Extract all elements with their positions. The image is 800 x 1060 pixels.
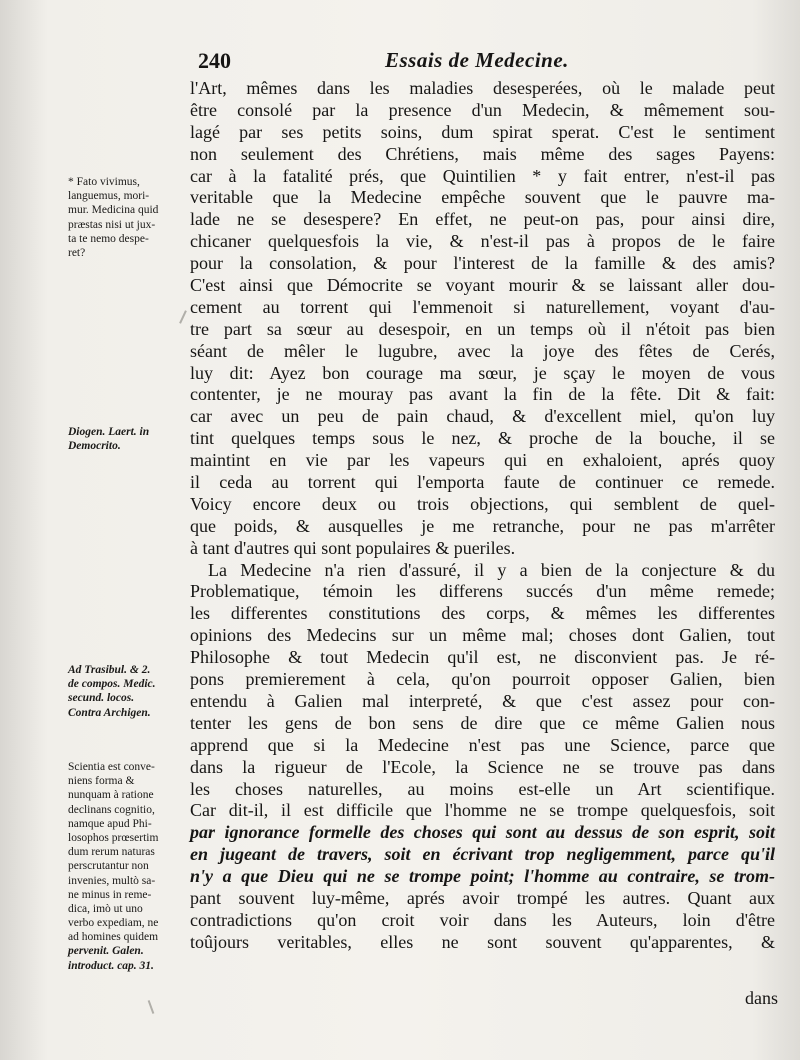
margin-note-quintilian [68,175,192,260]
margin-note-scientia [68,760,192,973]
text-line: tenter les gens de bon sens de dire que ce même Galien nous [190,712,775,733]
page-number: 240 [198,48,231,73]
text-line: apprend que si la Medecine n'est pas une Science, parce que [190,734,775,755]
text-line: séant de mêler le lugubre, avec la joye des fêtes de Cerés, [190,340,775,361]
text-line: C'est ainsi que Démocrite se voyant mourir & se laissant aller dou- [190,275,775,296]
margin-line: ta te nemo despe- [68,232,149,245]
text-line-italic: par ignorance formelle des choses qui sont au dessus de son esprit, soit [190,822,775,843]
text-line: les choses naturelles, au moins est-elle un Art scientifique. [190,778,775,799]
margin-line: ne minus in reme- [68,888,152,901]
text-line: tint quelques temps sous le nez, & proche de la bouche, il se [190,428,775,449]
margin-line: Ad Trasibul. & 2. [68,664,151,676]
page-header [190,48,780,76]
margin-line: secund. locos. [68,692,135,705]
text-line-italic: n'y a que Dieu qui ne se trompe point; l'homme au contraire, se trom- [190,866,775,887]
margin-line: ret? [68,246,86,259]
margin-note-diogenes [68,425,192,453]
text-line: La Medecine n'a rien d'assuré, il y a bien de la conjecture & du [208,559,775,580]
margin-line: namque apud Phi- [68,817,152,830]
text-line: pons premierement à cela, qu'on pourroit opposer Galien, bien [190,669,775,690]
text-line: luy dit: Ayez bon courage ma sœur, je sçay le moyen de vous [190,362,775,383]
text-line: dans la rigueur de l'Ecole, la Science ne se trouve pas dans [190,756,775,777]
text-line: que poids, & ausquelles je me retranche, pour ne pas m'arrêter [190,515,775,536]
text-line: maintint en vie par les vapeurs qui en exhaloient, aprés quoy [190,450,775,471]
main-text [190,78,775,954]
text-line: lade ne se desespere? En effet, ne peut-on pas, pour ainsi dire, [190,209,775,230]
text-line: Problematique, témoin les differens succés d'un même remede; [190,581,775,602]
text-line: pour la consolation, & pour l'interest de la famille & des amis? [190,253,775,274]
text-line: cement au torrent qui l'emmenoit si naturellement, voyant d'au- [190,296,775,317]
margin-line: nunquam à ratione [68,789,154,802]
text-line-italic: en jugeant de travers, soit en écrivant trop negligemment, parce qu'il [190,844,775,865]
text-line: Philosophe & tout Medecin qu'il est, ne disconvient pas. Je ré- [190,647,775,668]
text-line: Car dit-il, il est difficile que l'homme ne se trompe quelquesfois, soit [190,800,775,821]
margin-line: de compos. Medic. [68,678,156,691]
text-line: pant souvent luy-même, aprés avoir trompé les autres. Quant aux [190,887,775,908]
margin-line: Democrito. [68,440,121,453]
margin-line: invenies, multò sa- [68,874,156,887]
margin-line: perscrutantur non [68,860,149,873]
text-line: tre part sa sœur au desespoir, en un temps où il n'étoit pas bien [190,318,775,339]
ink-mark [148,1000,155,1014]
margin-line: verbo expediam, ne [68,917,159,930]
margin-line: languemus, mori- [68,190,150,203]
text-line: lagé par ses petits soins, dum spirat sperat. C'est le sentiment [190,121,775,142]
text-line: être consolé par la presence d'un Medecin, & mêmement sou- [190,99,775,120]
text-line: chicaner quelquesfois la vie, & n'est-il pas à propos de le faire [190,231,775,252]
margin-line: mur. Medicina quid [68,204,159,217]
margin-line: Diogen. Laert. in [68,426,150,438]
ink-mark [179,310,187,324]
margin-line: losophos prœsertim [68,831,159,844]
margin-line: Scientia est conve- [68,761,155,773]
margin-line: dum rerum naturas [68,846,155,859]
text-line: car à la fatalité prés, que Quintilien * y fait entrer, n'est-il pas [190,165,775,186]
text-line: contenter, je ne mouray pas avant la fin de la fête. Dit & fait: [190,384,775,405]
text-line: contradictions qu'on croit voir dans les Auteurs, loin d'être [190,909,775,930]
margin-line: pervenit. Galen. [68,945,144,958]
margin-line: introduct. cap. 31. [68,959,154,972]
margin-note-galen-places [68,663,192,720]
text-line: non seulement des Chrétiens, mais même des sages Payens: [190,143,775,164]
margin-line: præstas nisi ut jux- [68,218,156,231]
margin-line: * Fato vivimus, [68,176,140,188]
margin-line: ad homines quidem [68,931,159,944]
margin-line: dica, imò ut uno [68,902,143,915]
text-line: à tant d'autres qui sont populaires & pueriles. [190,537,516,558]
text-line: les differentes constitutions des corps, & mêmes les differentes [190,603,775,624]
text-line: toûjours veritables, elles ne sont souvent qu'apparentes, & [190,931,775,952]
text-line: entendu à Galien mal interpreté, & que c'est assez pour con- [190,690,775,711]
running-head: Essais de Medecine. [385,48,569,72]
text-line: opinions des Medecins sur un même mal; choses dont Galien, tout [190,625,775,646]
catchword: dans [745,988,778,1008]
margin-line: niens forma & [68,775,135,788]
text-line: car avec un peu de pain chaud, & d'excellent miel, qu'on luy [190,406,775,427]
text-line: il ceda au torrent qui l'emporta faute de continuer ce remede. [190,472,775,493]
text-line: l'Art, mêmes dans les maladies desesperées, où le malade peut [190,78,775,98]
margin-line: Contra Archigen. [68,706,151,719]
text-line: veritable que la Medecine empêche souvent que le pauvre ma- [190,187,775,208]
margin-line: declinans cognitio, [68,803,155,816]
text-line: Voicy encore deux ou trois objections, qui semblent de quel- [190,493,775,514]
